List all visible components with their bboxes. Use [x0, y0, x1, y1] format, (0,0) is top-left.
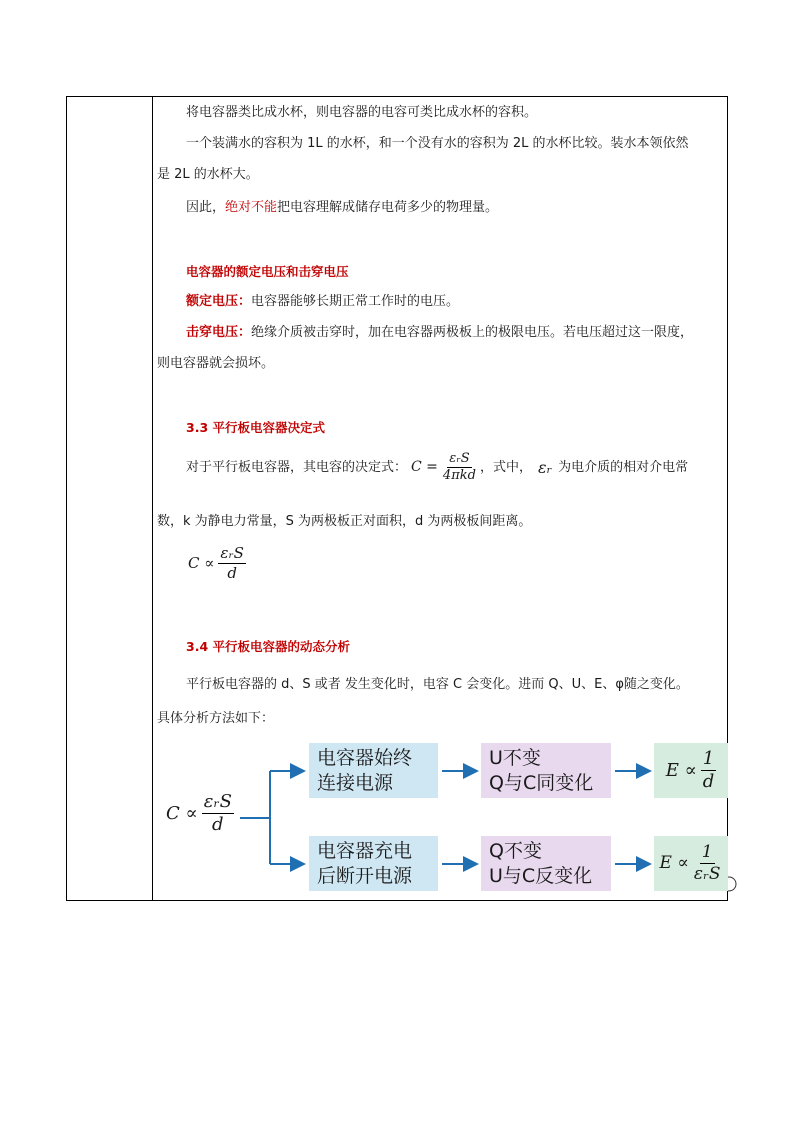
paragraph-comparison-line1: 一个装满水的容积为 1L 的水杯，和一个没有水的容积为 2L 的水杯比较。装水本领依然 — [186, 136, 689, 151]
diagram-root-formula — [166, 792, 234, 835]
root-fraction — [202, 792, 234, 835]
heading-3-4: 3.4 平行板电容器的动态分析 — [186, 639, 350, 654]
root-numerator: εᵣS — [203, 791, 232, 812]
epsilon-symbol: εᵣ — [537, 458, 553, 478]
heading-rated-breakdown: 电容器的额定电压和击穿电压 — [186, 264, 349, 279]
top-result-denominator: d — [702, 771, 715, 792]
top-result-lhs: E ∝ — [665, 760, 697, 781]
root-denominator: d — [212, 813, 224, 835]
box-e-inverse-d — [654, 743, 728, 798]
paragraph-breakdown-line2: 则电容器就会损坏。 — [157, 356, 275, 371]
bottom-result-formula — [660, 843, 723, 883]
box-u-constant-line1: U不变 — [489, 746, 541, 769]
formula-lhs: C = — [411, 459, 438, 476]
proportional-numerator: εᵣS — [220, 544, 244, 562]
formula-intro: 对于平行板电容器，其电容的决定式： — [186, 460, 408, 476]
formula-numerator: εᵣS — [447, 452, 471, 468]
heading-3-3: 3.3 平行板电容器决定式 — [186, 420, 325, 435]
proportional-lhs: C ∝ — [188, 554, 215, 572]
box-u-constant-line2: Q与C同变化 — [489, 771, 594, 794]
box-connected-to-source — [309, 743, 438, 798]
breakdown-voltage-text: 绝缘介质被击穿时，加在电容器两极板上的极限电压。若电压超过这一限度， — [251, 325, 694, 340]
box-q-constant — [481, 836, 611, 891]
bottom-result-numerator: 1 — [701, 842, 713, 863]
proportional-denominator: d — [227, 563, 237, 582]
bottom-result-lhs: E ∝ — [659, 853, 689, 873]
rated-voltage-label: 额定电压： — [186, 294, 252, 309]
rated-voltage-text: 电容器能够长期正常工作时的电压。 — [251, 294, 460, 309]
conclusion-prefix: 因此， — [186, 200, 226, 215]
box-connected-line2: 连接电源 — [317, 771, 394, 794]
paragraph-dynamic-analysis-line2: 具体分析方法如下： — [157, 711, 275, 726]
top-result-formula — [666, 749, 717, 792]
formula-suffix-text: 为电介质的相对介电常 — [558, 460, 689, 476]
box-connected-line1: 电容器始终 — [317, 746, 413, 769]
bottom-result-denominator: εᵣS — [693, 864, 721, 884]
bottom-result-fraction — [692, 843, 723, 883]
box-disconnected-line1: 电容器充电 — [317, 839, 413, 862]
paragraph-constants: 数，k 为静电力常量，S 为两极板正对面积，d 为两极板间距离。 — [157, 514, 532, 529]
box-q-constant-line1: Q不变 — [489, 839, 542, 862]
conclusion-emphasis: 绝对不能 — [225, 200, 278, 215]
paragraph-dynamic-analysis-line1: 平行板电容器的 d、S 或者 发生变化时，电容 C 会变化。进而 Q、U、E、φ随之变化。 — [186, 677, 689, 692]
conclusion-suffix: 把电容理解成储存电荷多少的物理量。 — [277, 200, 499, 215]
box-e-inverse-eps-s — [654, 836, 728, 891]
root-lhs: C ∝ — [166, 802, 198, 824]
box-u-constant — [481, 743, 611, 798]
paragraph-analogy: 将电容器类比成水杯，则电容器的电容可类比成水杯的容积。 — [186, 105, 538, 120]
top-result-fraction — [701, 749, 717, 792]
top-result-numerator: 1 — [702, 748, 715, 770]
box-disconnected-line2: 后断开电源 — [317, 864, 413, 887]
breakdown-voltage-label: 击穿电压： — [186, 325, 252, 340]
paragraph-comparison-line2: 是 2L 的水杯大。 — [157, 167, 259, 182]
formula-denominator: 4πkd — [442, 468, 476, 484]
box-disconnected-after-charge — [309, 836, 438, 891]
box-q-constant-line2: U与C反变化 — [489, 864, 593, 887]
formula-mid-text: ，式中， — [479, 460, 532, 476]
